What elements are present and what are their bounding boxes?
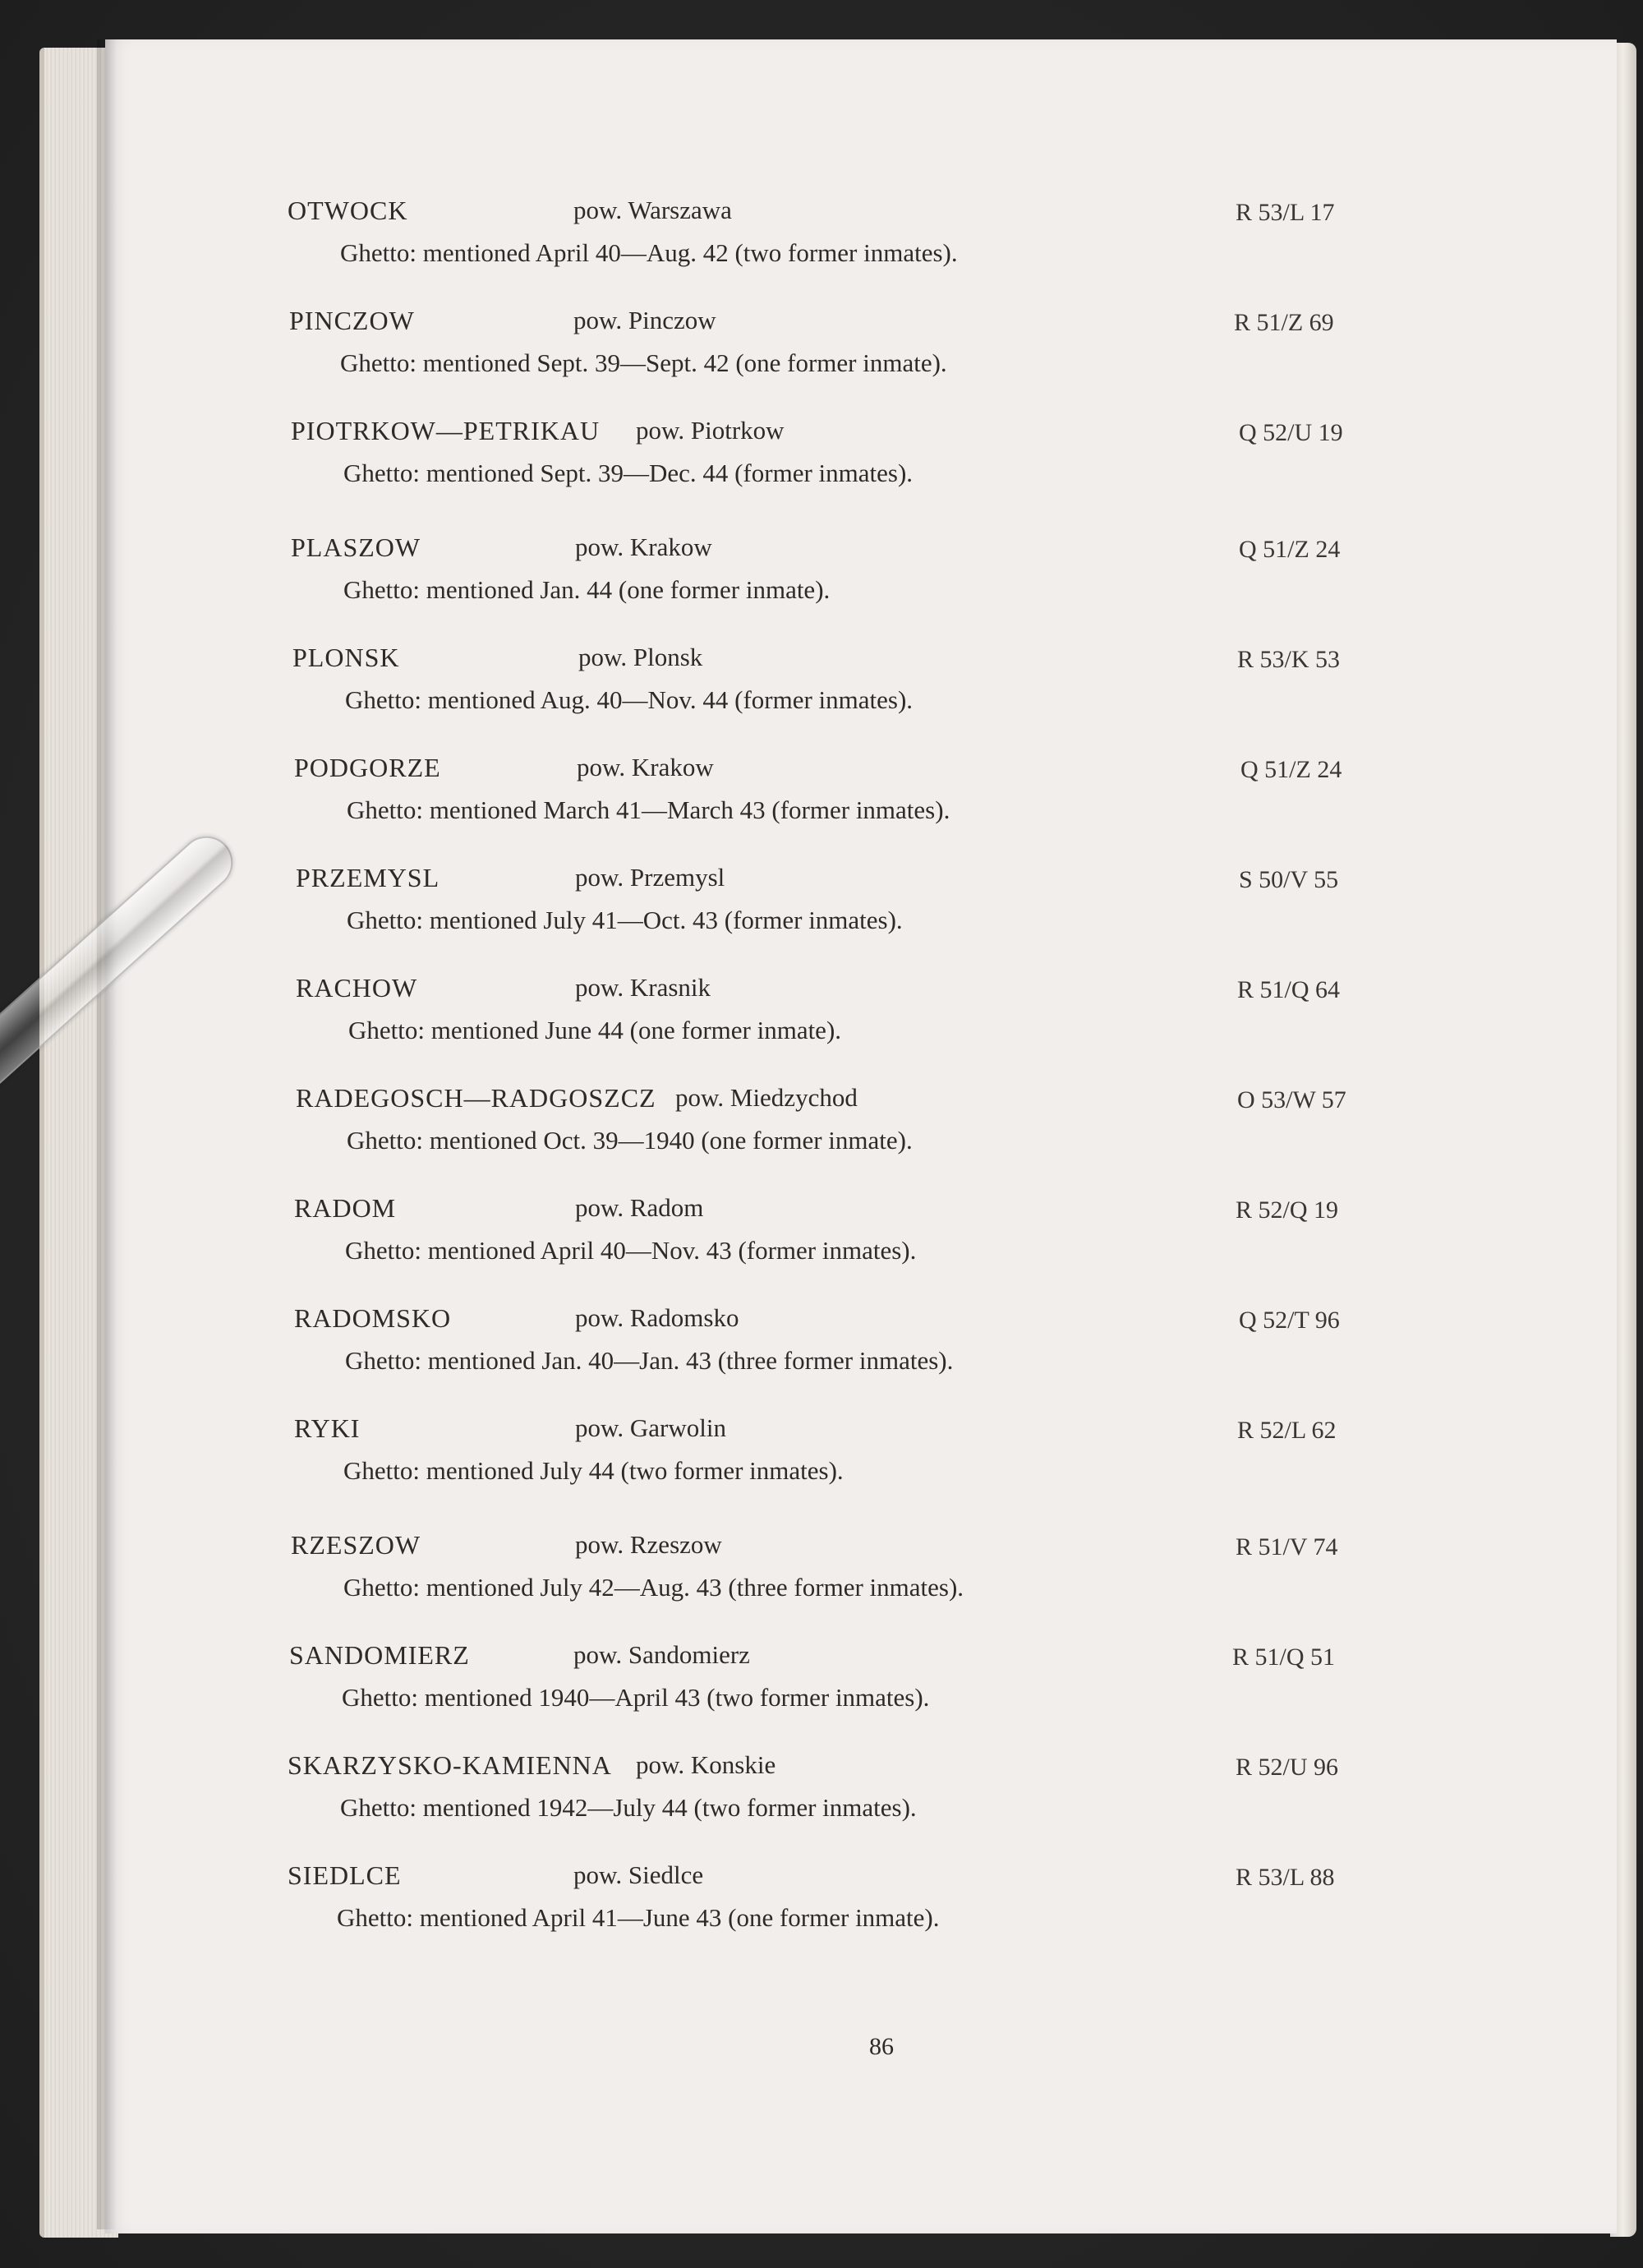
grid-reference: Q 52/U 19: [1239, 419, 1343, 446]
gazetteer-entry: [105, 1193, 1617, 1284]
district-name: pow. Rzeszow: [575, 1530, 722, 1559]
district-name: pow. Krakow: [577, 753, 714, 781]
district-name: pow. Przemysl: [575, 863, 725, 892]
ghetto-note: Ghetto: mentioned June 44 (one former inmate).: [348, 1016, 842, 1044]
gazetteer-entry: [105, 1083, 1617, 1173]
gazetteer-entry: [105, 1413, 1617, 1504]
grid-reference: Q 51/Z 24: [1240, 756, 1342, 783]
grid-reference: Q 52/T 96: [1239, 1307, 1340, 1334]
gazetteer-entry: [105, 1750, 1617, 1841]
district-name: pow. Konskie: [636, 1750, 776, 1779]
district-name: pow. Sandomierz: [573, 1640, 750, 1669]
gazetteer-entry: [105, 1303, 1617, 1394]
district-name: pow. Radom: [575, 1193, 704, 1222]
ghetto-note: Ghetto: mentioned April 40—Nov. 43 (former inmates).: [345, 1236, 917, 1265]
place-name: SIEDLCE: [288, 1860, 402, 1890]
place-name: SANDOMIERZ: [289, 1640, 470, 1670]
gazetteer-entry: [105, 863, 1617, 953]
place-name: RADEGOSCH—RADGOSZCZ: [296, 1083, 656, 1113]
ghetto-note: Ghetto: mentioned April 40—Aug. 42 (two former inmates).: [340, 238, 958, 267]
place-name: RADOMSKO: [294, 1303, 452, 1333]
place-name: RZESZOW: [291, 1530, 421, 1560]
district-name: pow. Krasnik: [575, 973, 711, 1002]
place-name: PLONSK: [292, 643, 400, 672]
gazetteer-entry: [105, 643, 1617, 733]
ghetto-note: Ghetto: mentioned Oct. 39—1940 (one former inmate).: [347, 1126, 913, 1155]
grid-reference: R 52/L 62: [1237, 1417, 1337, 1444]
place-name: PRZEMYSL: [296, 863, 440, 892]
place-name: SKARZYSKO-KAMIENNA: [288, 1750, 612, 1780]
ghetto-note: Ghetto: mentioned Jan. 44 (one former inmate).: [343, 575, 831, 604]
ghetto-note: Ghetto: mentioned Sept. 39—Dec. 44 (former inmates).: [343, 459, 914, 487]
grid-reference: S 50/V 55: [1239, 866, 1339, 893]
place-name: PINCZOW: [289, 306, 415, 335]
place-name: RADOM: [294, 1193, 397, 1223]
ghetto-note: Ghetto: mentioned 1942—July 44 (two former inmates).: [340, 1793, 917, 1822]
ghetto-note: Ghetto: mentioned Jan. 40—Jan. 43 (three former inmates).: [345, 1346, 954, 1375]
district-name: pow. Piotrkow: [636, 416, 785, 445]
ghetto-note: Ghetto: mentioned July 41—Oct. 43 (former inmates).: [347, 906, 903, 934]
page-number: 86: [869, 2033, 894, 2060]
ghetto-note: Ghetto: mentioned April 41—June 43 (one former inmate).: [337, 1903, 940, 1932]
district-name: pow. Krakow: [575, 532, 712, 561]
district-name: pow. Radomsko: [575, 1303, 739, 1332]
ghetto-note: Ghetto: mentioned July 44 (two former inmates).: [343, 1456, 844, 1485]
place-name: PODGORZE: [294, 753, 441, 782]
ghetto-note: Ghetto: mentioned Aug. 40—Nov. 44 (former inmates).: [345, 685, 914, 714]
gazetteer-entry: [105, 196, 1617, 286]
grid-reference: R 53/L 17: [1236, 199, 1335, 226]
district-name: pow. Warszawa: [573, 196, 732, 224]
district-name: pow. Miedzychod: [675, 1083, 858, 1112]
grid-reference: O 53/W 57: [1237, 1086, 1346, 1113]
place-name: RACHOW: [296, 973, 418, 1003]
gazetteer-entry: [105, 306, 1617, 396]
gazetteer-entry: [105, 1640, 1617, 1731]
gazetteer-entry: [105, 973, 1617, 1063]
gazetteer-entry: [105, 753, 1617, 843]
grid-reference: R 51/Q 64: [1237, 976, 1341, 1003]
place-name: RYKI: [294, 1413, 361, 1443]
gazetteer-entry: [105, 1860, 1617, 1951]
ghetto-note: Ghetto: mentioned Sept. 39—Sept. 42 (one former inmate).: [340, 348, 947, 377]
district-name: pow. Siedlce: [573, 1860, 704, 1889]
ghetto-note: Ghetto: mentioned July 42—Aug. 43 (three former inmates).: [343, 1573, 964, 1602]
place-name: PIOTRKOW—PETRIKAU: [291, 416, 601, 445]
grid-reference: R 53/L 88: [1236, 1864, 1335, 1891]
grid-reference: R 51/V 74: [1236, 1533, 1338, 1560]
grid-reference: R 51/Z 69: [1234, 309, 1334, 336]
place-name: PLASZOW: [291, 532, 421, 562]
gazetteer-entry: [105, 532, 1617, 623]
grid-reference: R 53/K 53: [1237, 646, 1341, 673]
book-page: [105, 39, 1617, 2233]
gazetteer-entry: [105, 1530, 1617, 1620]
place-name: OTWOCK: [288, 196, 408, 225]
grid-reference: R 52/Q 19: [1236, 1196, 1339, 1224]
ghetto-note: Ghetto: mentioned 1940—April 43 (two former inmates).: [342, 1683, 930, 1712]
grid-reference: R 52/U 96: [1236, 1754, 1339, 1781]
grid-reference: R 51/Q 51: [1232, 1643, 1336, 1671]
gazetteer-entry: [105, 416, 1617, 506]
district-name: pow. Pinczow: [573, 306, 716, 334]
district-name: pow. Garwolin: [575, 1413, 726, 1442]
grid-reference: Q 51/Z 24: [1239, 536, 1341, 563]
ghetto-note: Ghetto: mentioned March 41—March 43 (former inmates).: [347, 795, 950, 824]
district-name: pow. Plonsk: [578, 643, 703, 671]
